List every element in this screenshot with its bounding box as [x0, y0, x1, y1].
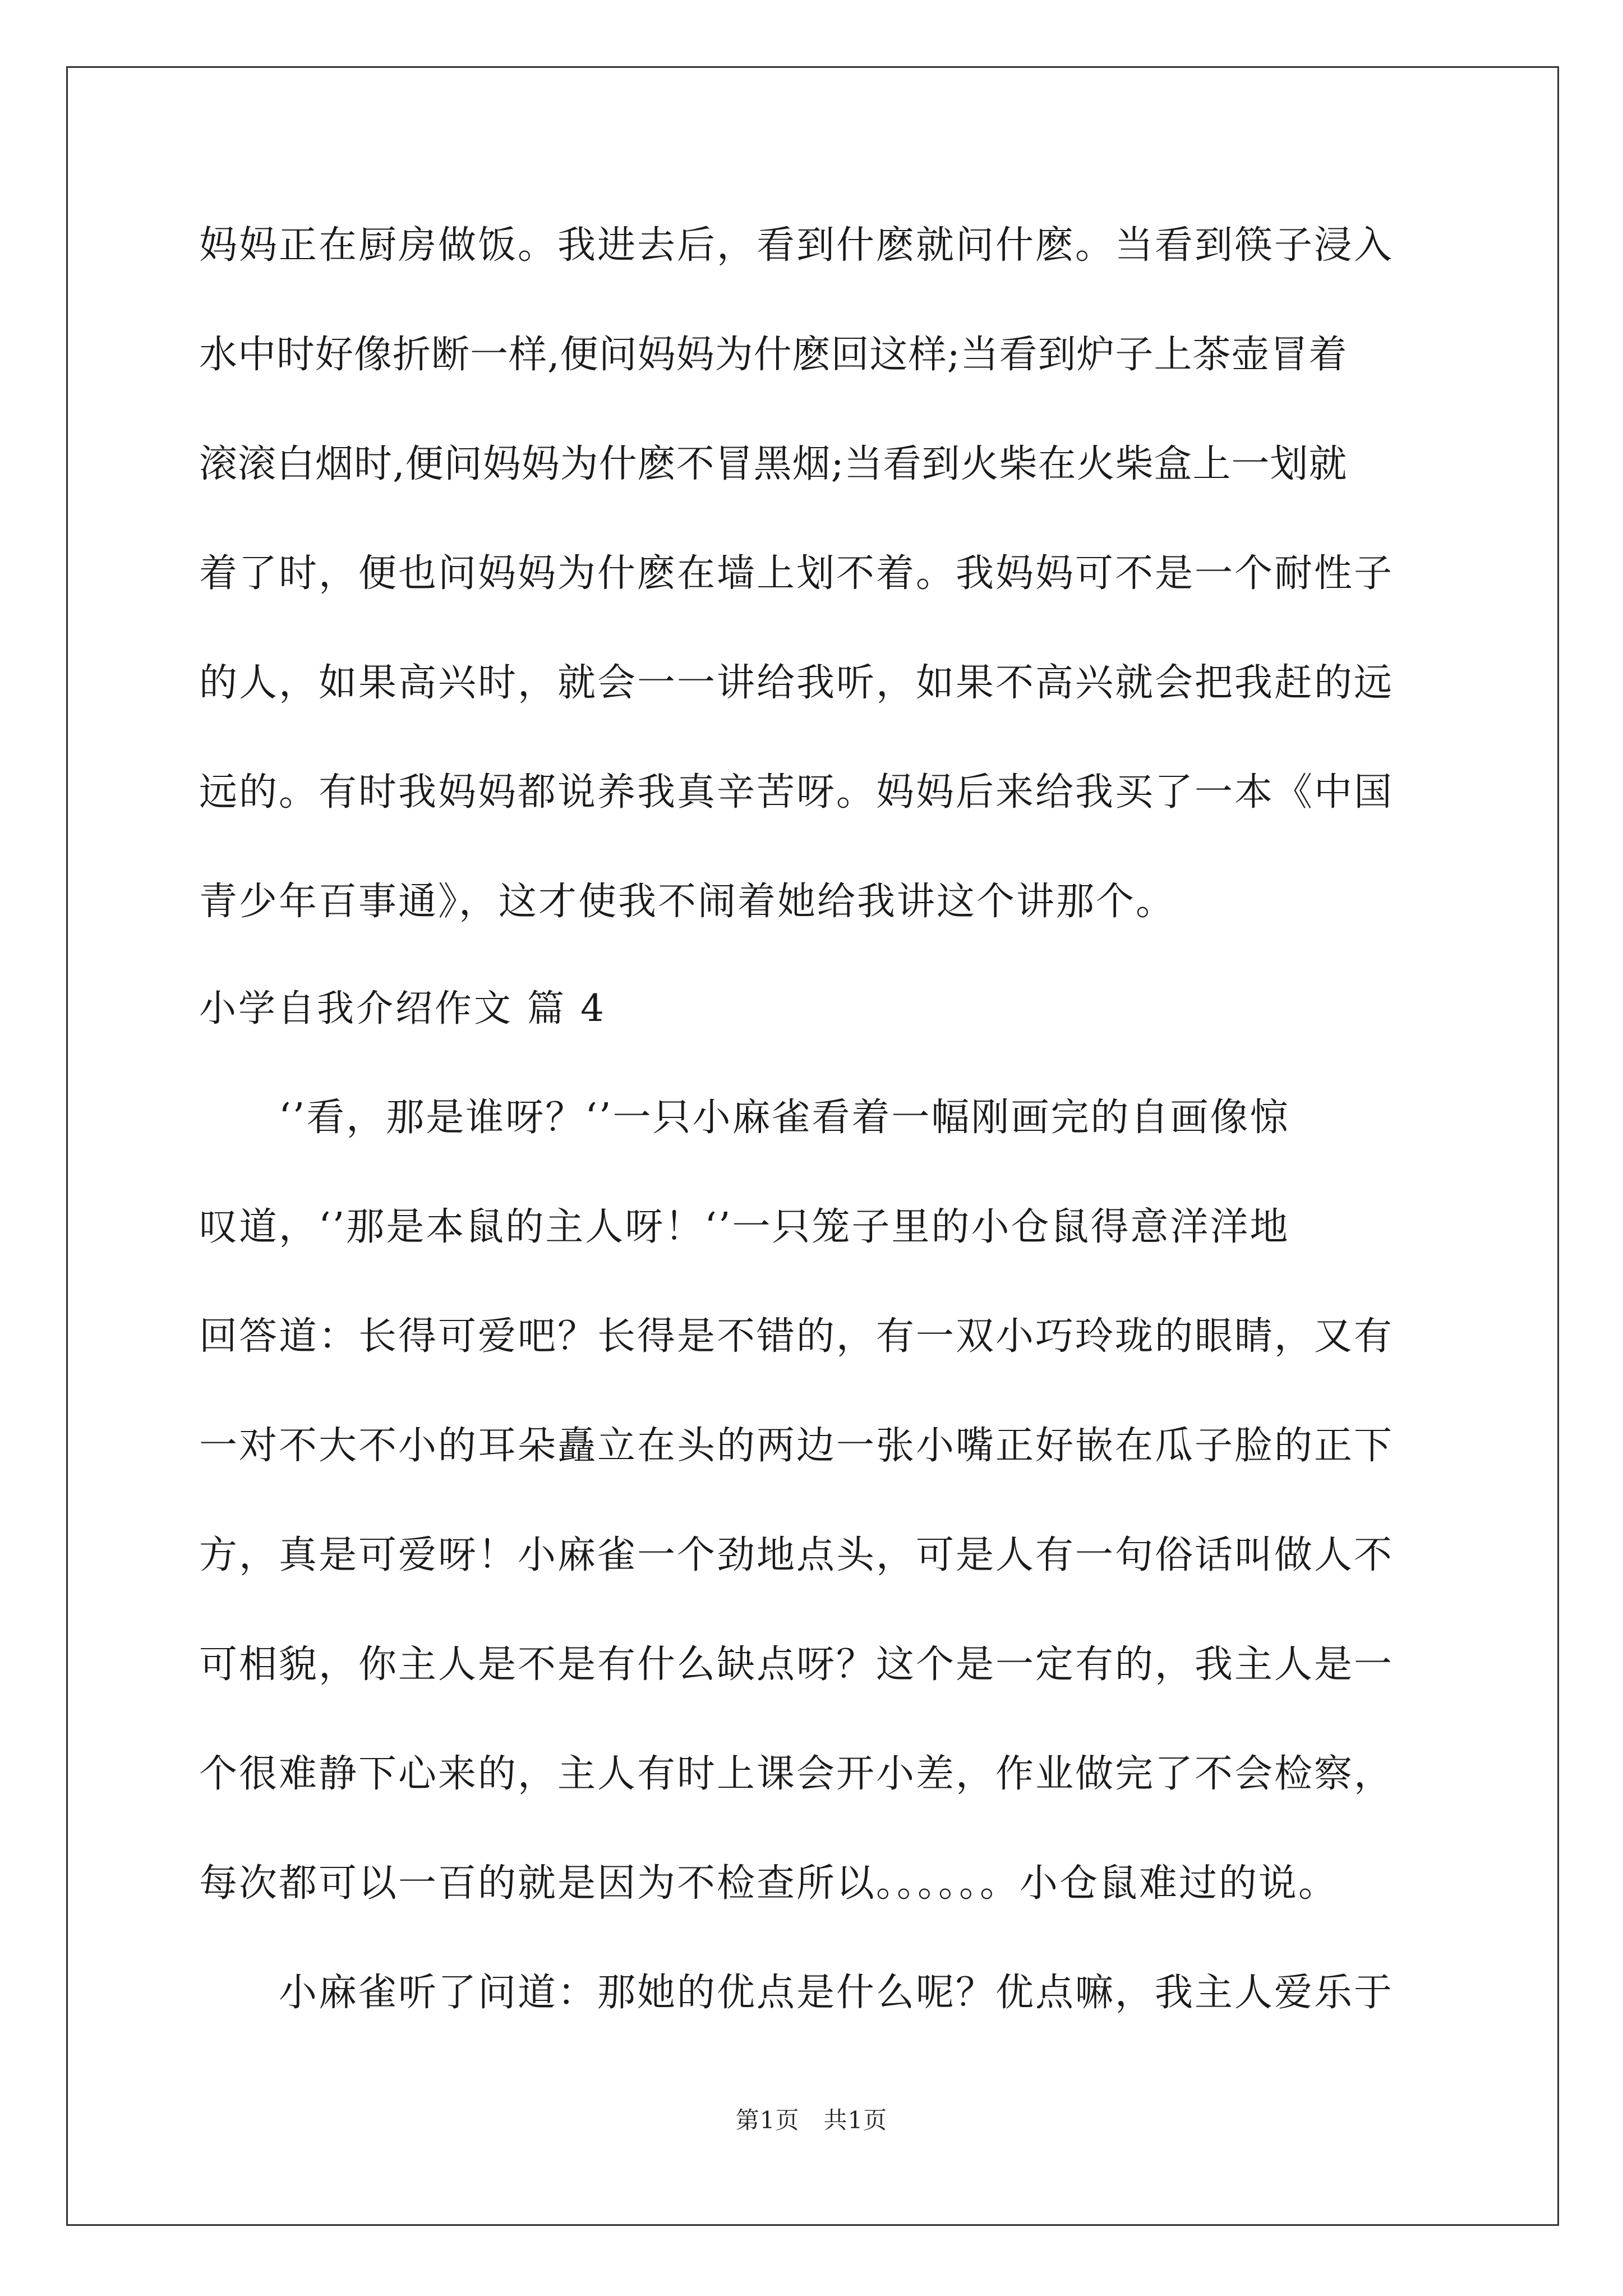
text-line: 方，真是可爱呀！小麻雀一个劲地点头，可是人有一句俗话叫做人不 [199, 1533, 1394, 1577]
text-line: 着了时，便也问妈妈为什麽在墙上划不着。我妈妈可不是一个耐性子 [199, 551, 1394, 596]
paragraph-2 [199, 1082, 1433, 1957]
text-line: 回答道：长得可爱吧？长得是不错的，有一双小巧玲珑的眼睛，又有 [199, 1314, 1394, 1359]
section-heading: 小学自我介绍作文 篇 4 [199, 987, 606, 1030]
text-line: 小麻雀听了问道：那她的优点是什么呢？优点嘛，我主人爱乐于 [199, 1971, 1394, 2015]
text-line: 妈妈正在厨房做饭。我进去后，看到什麽就问什麽。当看到筷子浸入 [199, 223, 1394, 268]
text-line: 叹道，‘’那是本鼠的主人呀！‘’一只笼子里的小仓鼠得意洋洋地 [199, 1205, 1290, 1249]
text-line: 一对不大不小的耳朵矗立在头的两边一张小嘴正好嵌在瓜子脸的正下 [199, 1424, 1394, 1468]
text-line: 每次都可以一百的就是因为不检查所以。。。。。。小仓鼠难过的说。 [199, 1861, 1339, 1906]
text-line: 的人，如果高兴时，就会一一讲给我听，如果不高兴就会把我赶的远 [199, 661, 1394, 705]
paragraph-3 [199, 1957, 1433, 2066]
text-line: 青少年百事通》，这才使我不闹着她给我讲这个讲那个。 [199, 880, 1176, 924]
text-line: 个很难静下心来的，主人有时上课会开小差，作业做完了不会检察， [199, 1752, 1394, 1796]
text-line: 可相貌，你主人是不是有什么缺点呀？这个是一定有的，我主人是一 [199, 1642, 1394, 1687]
text-line: 水中时好像折断一样,便问妈妈为什麽回这样;当看到炉子上茶壶冒着 [199, 333, 1348, 377]
document-body [199, 209, 1433, 2066]
paragraph-1 [199, 209, 1433, 975]
page-footer: 第1页 共1页 [735, 2106, 888, 2134]
text-line: 远的。有时我妈妈都说养我真辛苦呀。妈妈后来给我买了一本《中国 [199, 770, 1394, 815]
text-line: ‘’看，那是谁呀？‘’一只小麻雀看着一幅刚画完的自画像惊 [199, 1096, 1290, 1140]
text-line: 滚滚白烟时,便问妈妈为什麽不冒黑烟;当看到火柴在火柴盒上一划就 [199, 442, 1348, 486]
